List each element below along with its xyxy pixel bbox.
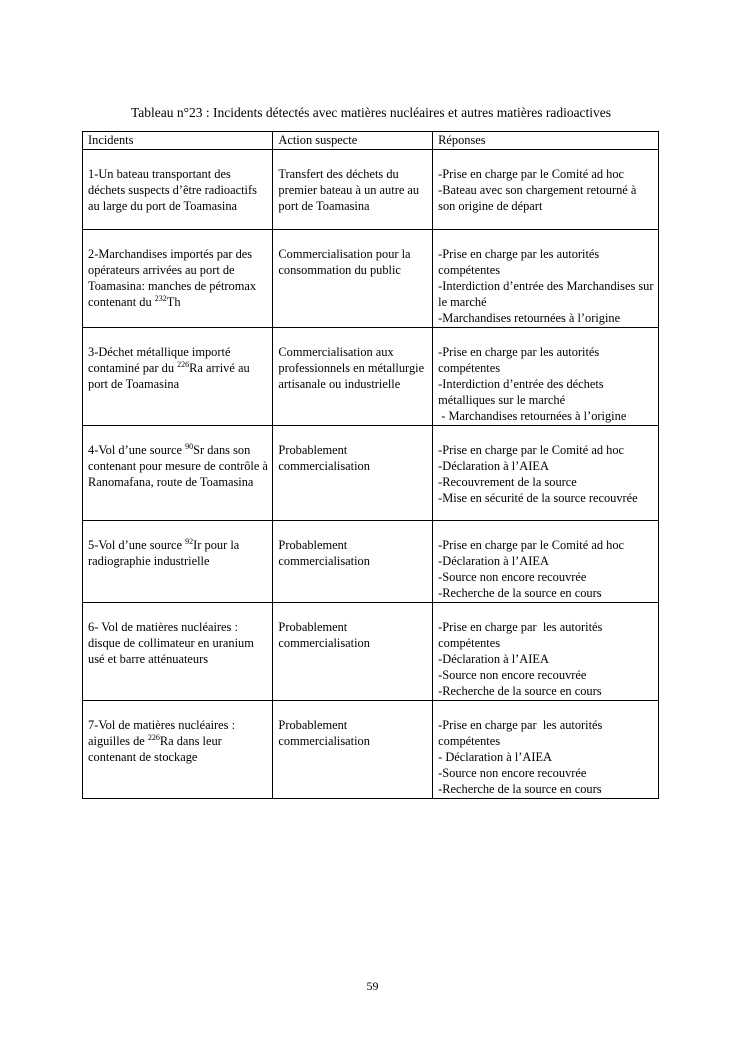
response-item: -Déclaration à l’AIEA [438,459,549,473]
response-item: -Déclaration à l’AIEA [438,554,549,568]
response-item: -Recouvrement de la source [438,475,577,489]
isotope-mass: 90 [185,442,194,451]
responses-cell [433,150,659,230]
response-item: -Recherche de la source en cours [438,782,602,796]
header-incidents: Incidents [83,132,273,150]
header-responses: Réponses [433,132,659,150]
response-item: -Prise en charge par le Comité ad hoc [438,538,625,552]
response-item: -Interdiction d’entrée des Marchandises sur le marché [438,279,654,309]
table-row [83,701,659,799]
page-number: 59 [366,979,379,993]
action-cell: Probablement commercialisation [273,521,433,603]
incident-cell: 1-Un bateau transportant des déchets suspects d’être radioactifs au large du port de Toamasina [83,150,273,230]
incident-cell: 2-Marchandises importés par des opérateurs arrivées au port de Toamasina: manches de pétromax contenant du $^{232}$Th [83,230,273,328]
response-item: -Recherche de la source en cours [438,684,602,698]
response-item: -Prise en charge par le Comité ad hoc [438,167,625,181]
isotope-mass: 226 [147,733,160,742]
action-cell: Probablement commercialisation [273,701,433,799]
isotope-mass: 92 [185,537,194,546]
action-cell: Probablement commercialisation [273,603,433,701]
table-row [83,426,659,521]
action-cell: Commercialisation aux professionnels en métallurgie artisanale ou industrielle [273,328,433,426]
table-row [83,230,659,328]
response-item: - Marchandises retournées à l’origine [438,409,627,423]
incident-cell: 5-Vol d’une source $^{92}$Ir pour la radiographie industrielle [83,521,273,603]
table-header-row [83,132,659,150]
response-item: -Source non encore recouvrée [438,766,587,780]
incident-cell: 3-Déchet métallique importé contaminé par du $^{226}$Ra arrivé au port de Toamasina [83,328,273,426]
response-item: -Interdiction d’entrée des déchets métalliques sur le marché [438,377,604,407]
response-item: -Marchandises retournées à l’origine [438,311,621,325]
response-item: -Prise en charge par les autorités compétentes [438,247,600,277]
table-row [83,603,659,701]
responses-cell [433,230,659,328]
incidents-table [82,131,659,799]
responses-cell [433,328,659,426]
response-item: - Déclaration à l’AIEA [438,750,552,764]
response-item: -Prise en charge par le Comité ad hoc [438,443,625,457]
responses-cell [433,521,659,603]
response-item: -Prise en charge par les autorités compétentes [438,718,606,748]
incident-cell: 7-Vol de matières nucléaires : aiguilles de $^{226}$Ra dans leur contenant de stockage [83,701,273,799]
incident-cell: 6- Vol de matières nucléaires : disque de collimateur en uranium usé et barre atténuateurs [83,603,273,701]
action-cell: Probablement commercialisation [273,426,433,521]
header-action: Action suspecte [273,132,433,150]
responses-cell [433,603,659,701]
table-row [83,521,659,603]
incident-cell: 4-Vol d’une source $^{90}$Sr dans son contenant pour mesure de contrôle à Ranomafana, route de Toamasina [83,426,273,521]
action-cell: Commercialisation pour la consommation du public [273,230,433,328]
isotope-mass: 232 [154,294,167,303]
isotope-mass: 226 [177,360,190,369]
response-item: -Bateau avec son chargement retourné à son origine de départ [438,183,637,213]
responses-cell [433,426,659,521]
table-caption: Tableau n°23 : Incidents détectés avec matières nucléaires et autres matières radioactives [130,105,612,120]
response-item: -Déclaration à l’AIEA [438,652,549,666]
table-row [83,328,659,426]
response-item: -Prise en charge par les autorités compétentes [438,620,606,650]
table-row [83,150,659,230]
response-item: -Source non encore recouvrée [438,668,587,682]
action-cell: Transfert des déchets du premier bateau à un autre au port de Toamasina [273,150,433,230]
response-item: -Recherche de la source en cours [438,586,602,600]
response-item: -Mise en sécurité de la source recouvrée [438,491,638,505]
response-item: -Prise en charge par les autorités compétentes [438,345,600,375]
response-item: -Source non encore recouvrée [438,570,587,584]
responses-cell [433,701,659,799]
